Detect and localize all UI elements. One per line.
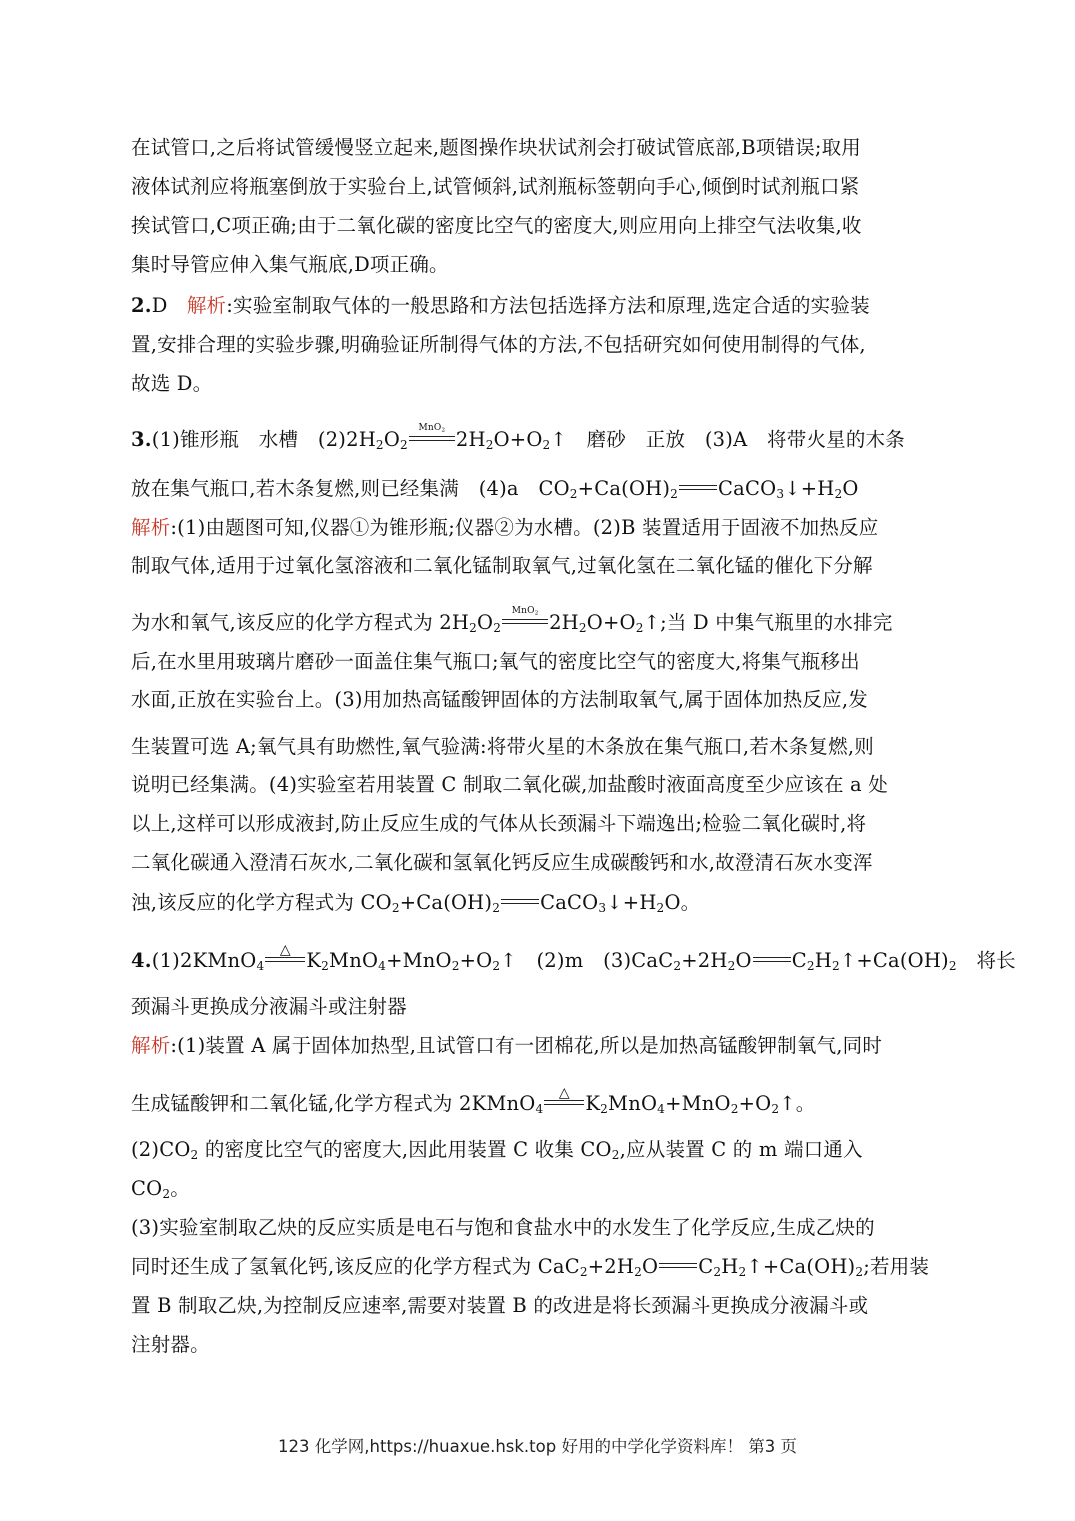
text-line: 生装置可选 A;氧气具有助燃性,氧气验满:将带火星的木条放在集气瓶口,若木条复燃,则 — [131, 735, 874, 758]
text-line: 浊,该反应的化学方程式为 $CO_2+Ca(OH)_2$ $CaCO_3↓+H_2O$。 — [131, 891, 701, 916]
text-line: $CO_2$。 — [131, 1177, 190, 1202]
reaction-equals-sign — [679, 483, 717, 493]
subscript: 2 — [485, 438, 494, 453]
text-segment: CaCO — [718, 477, 777, 500]
text-segment: 2H — [455, 428, 486, 451]
reaction-equals-sign — [544, 1084, 584, 1108]
analysis-label: 解析 — [186, 294, 227, 317]
reaction-equals-sign — [501, 897, 539, 907]
reaction-equals-sign — [659, 1261, 697, 1271]
heat-triangle-icon: △ — [558, 1084, 570, 1101]
text-segment: 放在集气瓶口,若木条复燃,则已经集满 (4)a CO — [131, 477, 570, 500]
reaction-equals-sign — [502, 605, 548, 627]
text-line: 液体试剂应将瓶塞倒放于实验台上,试管倾斜,试剂瓶标签朝向手心,倾倒时试剂瓶口紧 — [131, 175, 860, 198]
q3-number: 3. — [131, 428, 152, 451]
subscript: 2 — [834, 487, 843, 502]
page-footer: 123 化学网,https://huaxue.hsk.top 好用的中学化学资料库！ 第3 页 — [278, 1437, 797, 1456]
text-segment: :(1)由题图可知,仪器①为锥形瓶;仪器②为水槽。(2)B 装置适用于固液不加热反应 — [170, 516, 879, 539]
q3-answer-line — [131, 422, 905, 453]
text-line: 置,安排合理的实验步骤,明确验证所制得气体的方法,不包括研究如何使用制得的气体, — [131, 333, 866, 356]
analysis-label: 解析 — [131, 516, 171, 539]
text-line: 故选 D。 — [131, 372, 213, 395]
subscript: 2 — [400, 438, 408, 453]
text-line: 颈漏斗更换成分液漏斗或注射器 — [131, 995, 407, 1018]
text-line: 生成锰酸钾和二氧化锰,化学方程式为 2KMnO$_4$ △ $K_2MnO_4+MnO_2+O_2↑$。 — [131, 1084, 816, 1117]
catalyst-label: MnO$_2$ — [511, 605, 539, 617]
q4-answer-line: 4.(1)2KMnO$_4$ △ $K_2MnO_4+MnO_2+O_2↑$ (2)m $(3)CaC_2+2H_2O$ $C_2H_2↑+Ca(OH)_2$ 将长 — [131, 941, 1016, 974]
text-line: 以上,这样可以形成液封,防止反应生成的气体从长颈漏斗下端逸出;检验二氧化碳时,将 — [131, 812, 867, 835]
subscript: 2 — [375, 438, 384, 453]
analysis-label: 解析 — [131, 1034, 171, 1057]
q3-analysis-line — [131, 516, 878, 540]
text-line: 注射器。 — [131, 1333, 210, 1356]
subscript: 2 — [670, 487, 679, 502]
reaction-equals-sign — [753, 955, 791, 965]
subscript: 3 — [776, 487, 785, 502]
subscript: 2 — [569, 487, 578, 502]
text-line: 说明已经集满。(4)实验室若用装置 C 制取二氧化碳,加盐酸时液面高度至少应该在 a 处 — [131, 773, 888, 796]
text-line: 水面,正放在实验台上。(3)用加热高锰酸钾固体的方法制取氧气,属于固体加热反应,发 — [131, 688, 868, 711]
subscript: 2 — [542, 438, 551, 453]
reaction-equals-sign — [409, 422, 455, 444]
text-line: 同时还生成了氢氧化钙,该反应的化学方程式为 $CaC_2+2H_2O$ $C_2H_2↑+Ca(OH)_2$;若用装 — [131, 1255, 930, 1280]
text-line: 为水和氧气,该反应的化学方程式为 $2H_2O_2$ MnO$_2$ $2H_2O+O_2↑$;当 D 中集气瓶里的水排完 — [131, 605, 893, 636]
q2-answer: D — [151, 294, 168, 317]
heat-triangle-icon: △ — [279, 941, 291, 958]
text-line: 制取气体,适用于过氧化氢溶液和二氧化锰制取氧气,过氧化氢在二氧化锰的催化下分解 — [131, 554, 873, 577]
catalyst-label: MnO$_2$ — [418, 422, 446, 434]
text-segment: ↓+H — [784, 477, 835, 500]
text-line: $(2)CO_2$ 的密度比空气的密度大,因此用装置 C 收集 $CO_2$,应从装置 C 的 m 端口通入 — [131, 1138, 863, 1163]
text-line: 置 B 制取乙炔,为控制反应速率,需要对装置 B 的改进是将长颈漏斗更换成分液漏斗或 — [131, 1294, 869, 1317]
text-segment: :实验室制取气体的一般思路和方法包括选择方法和原理,选定合适的实验装 — [226, 294, 870, 317]
reaction-equals-sign — [265, 941, 305, 965]
text-line: 后,在水里用玻璃片磨砂一面盖住集气瓶口;氧气的密度比空气的密度大,将集气瓶移出 — [131, 650, 860, 673]
text-segment: O+O — [493, 428, 543, 451]
text-line: 挨试管口,C项正确;由于二氧化碳的密度比空气的密度大,则应用向上排空气法收集,收 — [131, 214, 862, 237]
text-line: 集时导管应伸入集气瓶底,D项正确。 — [131, 253, 449, 276]
text-line: 在试管口,之后将试管缓慢竖立起来,题图操作块状试剂会打破试管底部,B项错误;取用 — [131, 136, 861, 159]
q2-answer-line — [131, 294, 870, 318]
text-line: 二氧化碳通入澄清石灰水,二氧化碳和氢氧化钙反应生成碳酸钙和水,故澄清石灰水变浑 — [131, 851, 873, 874]
q4-number: 4. — [131, 949, 152, 972]
text-segment: ↑ 磨砂 正放 (3)A 将带火星的木条 — [550, 428, 905, 451]
text-segment: +Ca(OH) — [577, 477, 671, 500]
q3-answer-line-2 — [131, 477, 859, 501]
text-segment: (1)锥形瓶 水槽 (2)2H — [151, 428, 376, 451]
text-segment: O — [842, 477, 859, 500]
text-segment: O — [383, 428, 400, 451]
q4-analysis-line: 解析:(1)装置 A 属于固体加热型,且试管口有一团棉花,所以是加热高锰酸钾制氧气,同时 — [131, 1034, 883, 1057]
text-line: (3)实验室制取乙炔的反应实质是电石与饱和食盐水中的水发生了化学反应,生成乙炔的 — [131, 1216, 875, 1239]
q2-number: 2. — [131, 294, 152, 317]
